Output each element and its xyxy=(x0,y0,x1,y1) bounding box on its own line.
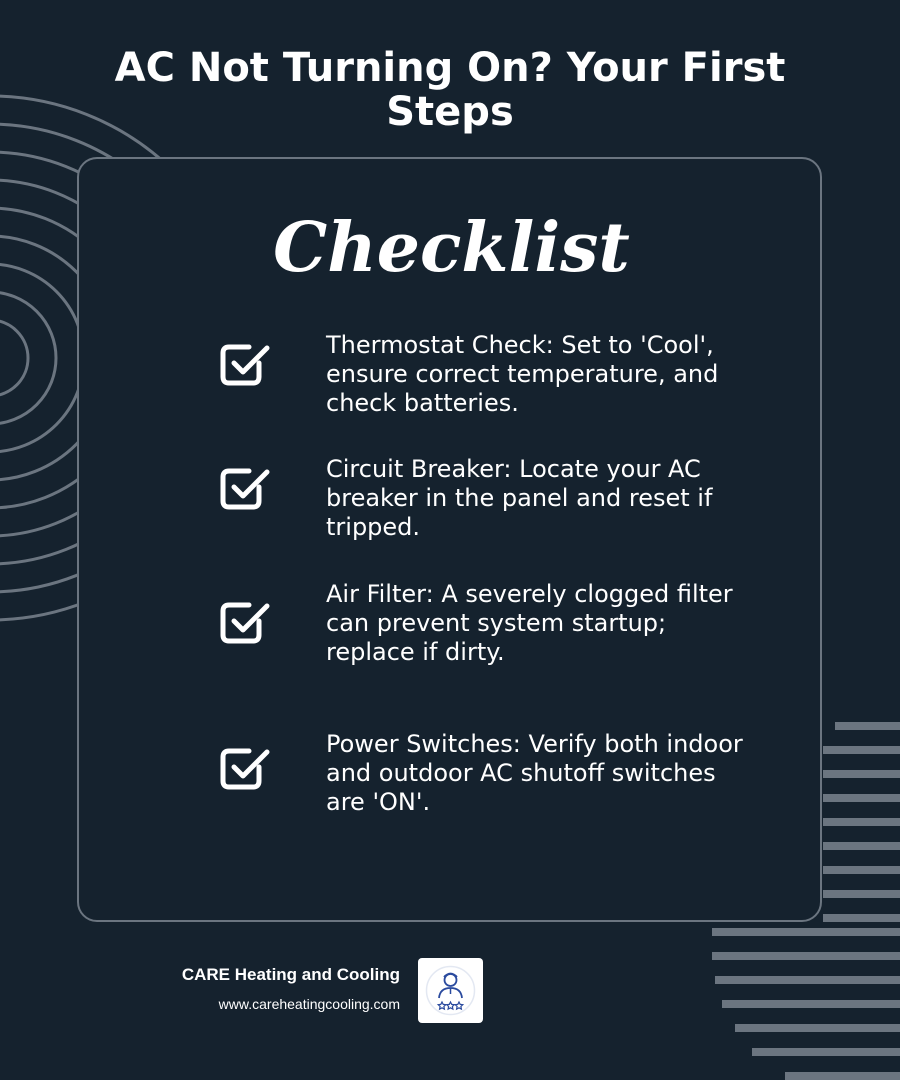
company-name: CARE Heating and Cooling xyxy=(181,965,400,984)
checkbox-checked-icon xyxy=(215,333,275,393)
checkbox-checked-icon xyxy=(215,737,275,797)
checklist-item-text: Thermostat Check: Set to 'Cool', ensure correct temperature, and check batteries. xyxy=(326,331,719,417)
checkbox-checked-icon xyxy=(215,591,275,651)
checklist-card xyxy=(77,157,822,922)
checklist-heading: Checklist xyxy=(273,208,630,288)
checklist-item-text: Air Filter: A severely clogged filter can prevent system startup; replace if dirty. xyxy=(326,580,733,666)
checklist-item-text: Circuit Breaker: Locate your AC breaker in the panel and reset if tripped. xyxy=(326,455,713,541)
checkbox-checked-icon xyxy=(215,457,275,517)
technician-with-stars-icon xyxy=(418,958,483,1023)
page-title: AC Not Turning On? Your First Steps xyxy=(114,45,786,135)
checklist-item-text: Power Switches: Verify both indoor and outdoor AC shutoff switches are 'ON'. xyxy=(326,730,743,816)
company-url[interactable]: www.careheatingcooling.com xyxy=(218,996,400,1012)
company-logo xyxy=(418,958,483,1023)
